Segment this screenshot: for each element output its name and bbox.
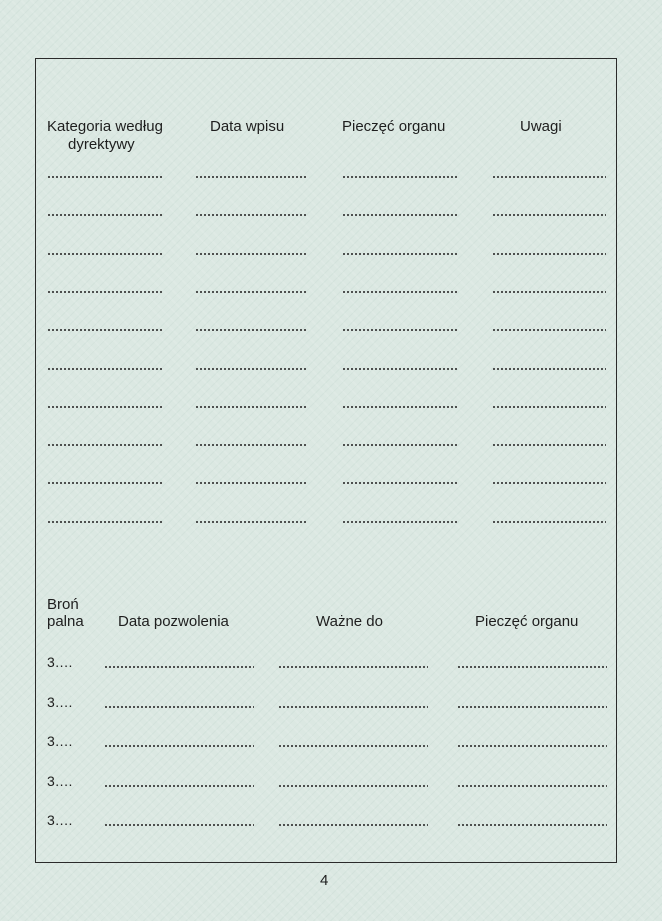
header-category-line2: dyrektywy (68, 136, 135, 153)
table2-valid-until-field (278, 666, 428, 668)
header-valid-until: Ważne do (316, 613, 383, 630)
table1-entry-date-field (195, 368, 308, 370)
table1-notes-field (492, 176, 606, 178)
table1-notes-field (492, 214, 606, 216)
table1-entry-date-field (195, 406, 308, 408)
firearm-category-label: 3.... (47, 694, 73, 710)
table1-category-field (47, 482, 163, 484)
table1-category-field (47, 329, 163, 331)
table2-seal-field (457, 666, 607, 668)
table1-entry-date-field (195, 253, 308, 255)
header-firearm-line2: palna (47, 613, 84, 630)
table1-seal-field (342, 521, 457, 523)
table1-seal-field (342, 406, 457, 408)
firearm-category-label: 3.... (47, 773, 73, 789)
table1-notes-field (492, 291, 606, 293)
table2-seal-field (457, 706, 607, 708)
header-notes: Uwagi (520, 118, 562, 135)
table1-entry-date-field (195, 482, 308, 484)
header-entry-date: Data wpisu (210, 118, 285, 135)
table2-seal-field (457, 745, 607, 747)
table1-notes-field (492, 521, 606, 523)
table2-valid-until-field (278, 706, 428, 708)
table1-entry-date-field (195, 291, 308, 293)
table1-category-field (47, 368, 163, 370)
table1-notes-field (492, 329, 606, 331)
table1-notes-field (492, 253, 606, 255)
table1-seal-field (342, 291, 457, 293)
table1-category-field (47, 291, 163, 293)
table1-seal-field (342, 176, 457, 178)
table1-notes-field (492, 368, 606, 370)
table1-notes-field (492, 444, 606, 446)
table1-notes-field (492, 482, 606, 484)
table1-entry-date-field (195, 176, 308, 178)
firearm-category-label: 3.... (47, 654, 73, 670)
header-category: Kategoria według (47, 118, 163, 135)
table1-category-field (47, 444, 163, 446)
table1-category-field (47, 214, 163, 216)
table1-category-field (47, 176, 163, 178)
table2-permit-date-field (104, 824, 254, 826)
page-border (35, 58, 617, 863)
table1-notes-field (492, 406, 606, 408)
table1-entry-date-field (195, 329, 308, 331)
table1-entry-date-field (195, 214, 308, 216)
table2-seal-field (457, 785, 607, 787)
table1-seal-field (342, 214, 457, 216)
table1-category-field (47, 406, 163, 408)
table1-seal-field (342, 368, 457, 370)
table1-entry-date-field (195, 521, 308, 523)
table2-permit-date-field (104, 745, 254, 747)
table1-seal-field (342, 329, 457, 331)
table2-valid-until-field (278, 745, 428, 747)
table2-seal-field (457, 824, 607, 826)
table1-entry-date-field (195, 444, 308, 446)
table2-permit-date-field (104, 666, 254, 668)
table2-valid-until-field (278, 785, 428, 787)
header-permit-date: Data pozwolenia (118, 613, 229, 630)
table2-valid-until-field (278, 824, 428, 826)
header-firearm: Broń (47, 596, 79, 613)
firearm-category-label: 3.... (47, 733, 73, 749)
header-authority-seal-2: Pieczęć organu (475, 613, 579, 630)
page-number: 4 (320, 872, 329, 889)
firearm-category-label: 3.... (47, 812, 73, 828)
table1-seal-field (342, 444, 457, 446)
table1-category-field (47, 253, 163, 255)
table1-seal-field (342, 253, 457, 255)
table1-seal-field (342, 482, 457, 484)
table1-category-field (47, 521, 163, 523)
table2-permit-date-field (104, 706, 254, 708)
header-authority-seal: Pieczęć organu (342, 118, 446, 135)
table2-permit-date-field (104, 785, 254, 787)
